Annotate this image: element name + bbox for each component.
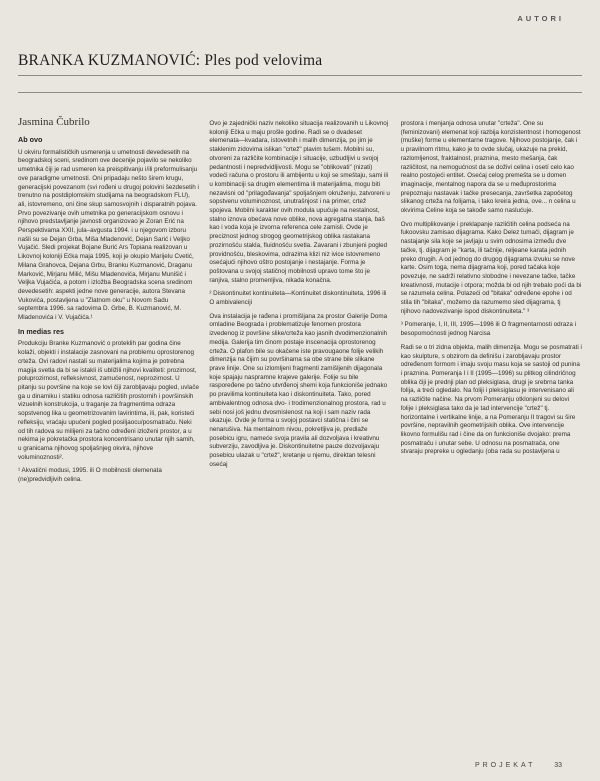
article-body: [18, 120, 582, 732]
section-label: AUTORI: [517, 14, 564, 23]
paragraph-col2-2: Ova instalacija je rađena i promišljana za prostor Galerije Doma omladine Beograda i problematizuje fenomen prostora izvedenog iz površine slike/crteža kao jasnih dvodimenzionalnih medija. Galerija tim činom postaje inscenacija oprostorenog crteža. O plafon bile su okačene iste pravougaone folije velikih dimenzija na čijim su površinama sa obe strane bile slikane prave linije. One su izlomljeni fragmenti zamišljenih dijagonala koje spajaju naspramne krajeve galerije. Folije su bile raspoređene po tačno utvrđenoj shemi koja funkcioniše jednako po pravilima kontinuiteta kao i diskontinuiteta. Tako, pored ambivalentnog odnosa dvo- i trodimenzionalnog prostora, rad u sebi nosi još jednu dvosmislenost na koji i sam naziv rada ukazuje. Ovde je forma u svojoj postavci statična i čini se nenarušiva. Na mentalnom nivou, pokretljiva je, predlaže posebicu igru, nameće svoja pravila ali dozvoljava i kreativnu subverziju, zavodljiva je. Diskontinuitetne pauze dozvoljavaju posebicu ulazak u "crtež", kretanje u njemu, direktan telesni osećaj: [209, 312, 388, 468]
paragraph-col2-1: Ovo je zajednički naziv nekoliko situacija realizovanih u Likovnoj koloniji Ečka u maju prošle godine. Radi se o dvadeset elemenata—kvadara, istovetnih i malih dimenzija, po jim je staklenim zidovima islikan "crtež" plavim tušem. Mobilni su, otvoreni za različite kombinacije i situacije, uzbudljivi u svojoj pedantnosti i nepredvidljivosti. Mogu se "oblikovati" (nizati) vodeći računa o prostoru ili ambijentu u koji se smeštaju, sami ili u kombinaciji sa drugim elementima ili materijalima, mogu biti nezavisni od "prilagođavanja" spoljašnjem okruženju, zatvoreni u sopstvenu voluminoznost, unutrašnjost i na primer, crtež spojeva. Mobilni karakter ovih modula upućuje na nestalnost, stalno iznova obećava nove oblike, nova agregatna stanja, baš kao i voda koja je izvorna referenca cele zamisli. Ovde je preciznost jednog strogog geometrijskog oblika rastakana prozirnošću stakla, fluidnošću svetla. Zavarani i zbunjeni pogled providnošću, bleskovima, odrazima klizi niz ivice istovremeno osećajući njihovo oštro postojanje i nestajanje. Forma je poštovana u svojoj statičnoj mobilnosti upravo tome što je ranjiva, stalno promenljiva, nikada konačna.: [209, 120, 390, 284]
footnote-2: ² Diskontinuitet kontinuiteta—Kontinuitet diskontinuiteta, 1996 ili O ambivalenciji: [209, 290, 387, 307]
paragraph-col3-2: Ovo multiplikovanje i preklapanje različitih celina podseća na fukoovsku zamisao dijagrama. Kako Delez tumači, dijagram je nastajanje sila koje se javljaju u svim odnosima između dve tačke, tj. dijagram je "karta, ili tačnije, reljeane karata jednih preko drugih. A od jednog do drugog dijagrama izvuku se nove karte. Osim toga, nema dijagrama koji, pored tačaka koje povezuje, ne sadrži relativno slobodne i nevezane tačke, tačke kreativnosti, mutacije i otpora; možda bi od njih trebalo poći da bi se razumela celina. Polazeći od "bitaka" određene epohe i od stila tih "bitaka", možemo da razumemo sled dijagrama, tj njihovo nadovezivanje ispod diskontinuiteta." ³: [400, 220, 582, 315]
column-2: [209, 120, 390, 732]
section-heading-in-medias-res: In medias res: [18, 326, 64, 336]
footnote-3: ³ Pomeranje, I, II, III, 1995—1996 ili O fragmentarnosti odraza i besopomoćnosti jednog Narcisa: [400, 321, 577, 338]
title-top-rule: [18, 75, 582, 76]
journal-name: PROJEKAT: [474, 762, 536, 769]
article-title: BRANKA KUZMANOVIĆ: Ples pod velovima: [18, 52, 323, 69]
column-1: [18, 120, 199, 732]
title-bottom-rule: [18, 92, 582, 93]
paragraph-col3-3: Radi se o tri zidna objekta, malih dimenzija. Mogu se posmatrati i kao skulpture, s obzirom da definišu i zarobljavaju prostor određenom formom i imaju svoju masu koja se sastoji od punina i praznina. Pomeranja I i II (1995—1996) su plitkog cilindričnog oblika čiji je prednji plan od pleksiglasa, drugi je srebrna tanka folija, a treći ogledalo. Na foliji i pleksiglasu je intervenisano ali na različite načine. Na prvom Pomeranju otklonjeni su delovi folije i pleksiglasa tako da je tad intervencije "crtež" tj. horizontalne i vertikalne linije, a na Pomeranju II tragovi su šire površine, nepravilnih geometrijskih oblika. Ove intervencije likovno formulišu rad i čine da on funkcioniše dvojako: prema posmatraču i unutar sebe. U odnosu na posmatrača, one stvaraju prepreke u ogledanju (oba rada su postavljena u: [400, 343, 582, 456]
footnote-1: ¹ Akvatični modusi, 1995. ili O mobilnosti olemenata (ne)predvidljivih celina.: [18, 467, 162, 484]
paragraph-ab-ovo: U okviru formalističkih usmerenja u umetnosti devedesetih na beogradskoj sceni, sredinom ove decenije pojavilo se nekoliko umetnika čiji je rad usmeren ka preispitivanju i/ili preformulisanju ove paradigme umetnosti. Oni pripadaju nešto širem krugu, generacijski povezanom (svi rođeni u drugoj polovini šezdesetih i trenutno na postdiplomskim studijama na beogradskom FLU), ali, istovremeno, oni čine skup samosvojnih i disparatnih pojava. Prvo povezivanje ovih umetnika po generacijskom osnovu i njihovo predstavljanje javnosti organizovao je Zoran Erić na Perspektivama XXII, jula–avgusta 1994. i u njegovom izboru našli su se Dejan Grba, Miša Mladenović, Dejan Sarić i Veljko Vujačić. Sledi projekat Bojane Burić Ars Topiana realizovan u Likovnoj koloniji Ečka maja 1995, koji je okupio Marijelu Cvetić, Milana Grahovca, Dejana Grbu, Branku Kuzmanović, Draganu Marković, Mirjanu Milić, Mišu Mladenovića, Mirjanu Munišić i Veljka Vujačića, a potom i izložba Beogradska scena sredinom devedesetih: aspekti jedne nove generacije, autora Stevana Vukovića, postavljena u "Zlatnom oku" u Novom Sadu septembra 1996. sa radovima D. Grbe, B. Kuzmanović, M. Mladenovića i V. Vujačića.¹: [18, 148, 199, 322]
column-3: [401, 120, 582, 732]
section-heading-ab-ovo: Ab ovo: [18, 135, 43, 144]
paragraph-in-medias-res: Produkciju Branke Kuzmanović o proteklih par godina čine kolaži, objekti i instalacije zasnovani na problemu oprostorenog crteža. Ovi radovi nastali su materijalima kojima je potrebna magija svetla da bi se istakli iš ubližili njihovi kvaliteti: prozirnost, poluprozirnost, refleksivnost, zamućenost, neprozirnost. U pitanju su površine na koje se lovi čiji zarobljavaju pogled, uvlače ga u dinamiku i statiku odnosa različitih prostornih i površinskih vizuelnih konstrukcija, u traganje za fragmentima odraza sopstvenog lika u geometrizovanim lavirintima, ili, pak, koristeći refleksiju, vraćaju upućeni pogled posiljaocu/posmatraču. Neki od tih radova su milijeni za tačno određeni izloženi prostor, a u nekima je pokretačka prostora koncentrisano unutar njih samih, u granicama njihovog spoljašnjeg okvira, njihove voluminoznosti².: [18, 340, 199, 461]
author-name: Jasmina Čubrilo: [18, 116, 90, 128]
page-number: 33: [554, 762, 562, 769]
page-footer: [475, 762, 562, 769]
paragraph-col3-1: prostora i menjanja odnosa unutar "crteža". One su (feminizovani) elemenat koji razbija konzistentnost i homogenost (muške) forme u elementarne tragove. Njihovo postojanje, čak i u pravilnom ritmu, kako je to ovde slučaj, ukazuje na prekid, razlomljenost, fraktalnost, praznina, mesto mešanja, čak različitost, na nemogućnost da se doživi celina i osetí celo kao realno postojeći entitet. Osećaj celog premešta se u domen imaginacije, mentalnog napora da se u međuprostorima prepoznaju nastavak i tačke presecanja, završetka započetog slikanog crteža na folijama, i tako kreira jedna, ove... n celina u okvirima Celine koja se takođe samo naslućuje.: [400, 120, 581, 215]
